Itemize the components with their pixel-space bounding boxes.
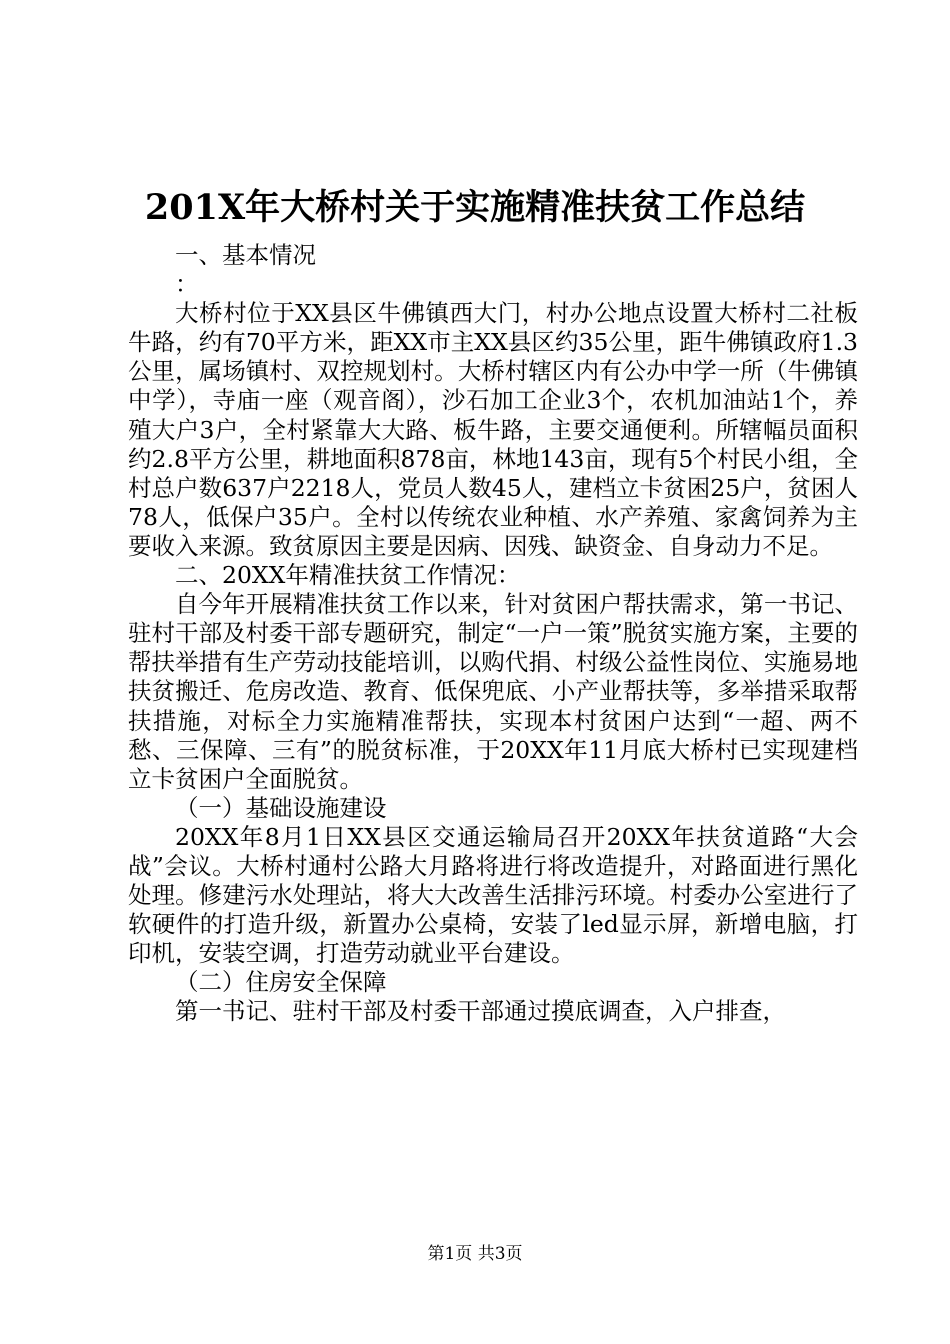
heading-colon: ： xyxy=(175,270,199,299)
document-title: 201X年大桥村关于实施精准扶贫工作总结 xyxy=(144,187,806,228)
section-heading-poverty-work: 二、20XX年精准扶贫工作情况： xyxy=(175,561,521,590)
paragraph-village-overview: 大桥村位于XX县区牛佛镇西大门，村办公地点设置大桥村二社板牛路，约有70平方米，距XX市主XX县区约35公里，距牛佛镇政府1.3公里，属场镇村、双控规划村。大桥村辖区内有公办中学一所（牛佛镇中学），寺庙一座（观音阁），沙石加工企业3个，农机加油站1个，养殖大户3户，全村紧靠大大路、板牛路，主要交通便利。所辖幅员面积约2.8平方公里，耕地面积878亩，林地143亩，现有5个村民小组，全村总户数637户2218人，党员人数45人，建档立卡贫困25户，贫困人78人，低保户35户。全村以传统农业种植、水产养殖、家禽饲养为主要收入来源。致贫原因主要是因病、因残、缺资金、自身动力不足。 xyxy=(128,299,858,560)
page-number-footer: 第1页 共3页 xyxy=(427,1244,523,1264)
paragraph-poverty-work: 自今年开展精准扶贫工作以来，针对贫困户帮扶需求，第一书记、驻村干部及村委干部专题研究，制定“一户一策”脱贫实施方案，主要的帮扶举措有生产劳动技能培训，以购代捐、村级公益性岗位、实施易地扶贫搬迁、危房改造、教育、低保兜底、小产业帮扶等，多举措采取帮扶措施，对标全力实施精准帮扶，实现本村贫困户达到“一超、两不愁、三保障、三有”的脱贫标准，于20XX年11月底大桥村已实现建档立卡贫困户全面脱贫。 xyxy=(128,590,858,793)
document-body xyxy=(128,241,858,1027)
subheading-infrastructure: （一）基础设施建设 xyxy=(175,793,387,822)
subheading-housing-safety: （二）住房安全保障 xyxy=(175,968,387,997)
section-heading-basic-info: 一、基本情况 xyxy=(175,241,316,269)
paragraph-housing-safety: 第一书记、驻村干部及村委干部通过摸底调查，入户排查， xyxy=(175,997,786,1026)
paragraph-infrastructure: 20XX年8月1日XX县区交通运输局召开20XX年扶贫道路“大会战”会议。大桥村通村公路大月路将进行将改造提升，对路面进行黑化处理。修建污水处理站，将大大改善生活排污环境。村委办公室进行了软硬件的打造升级，新置办公桌椅，安装了led显示屏，新增电脑，打印机，安装空调，打造劳动就业平台建设。 xyxy=(128,822,858,968)
